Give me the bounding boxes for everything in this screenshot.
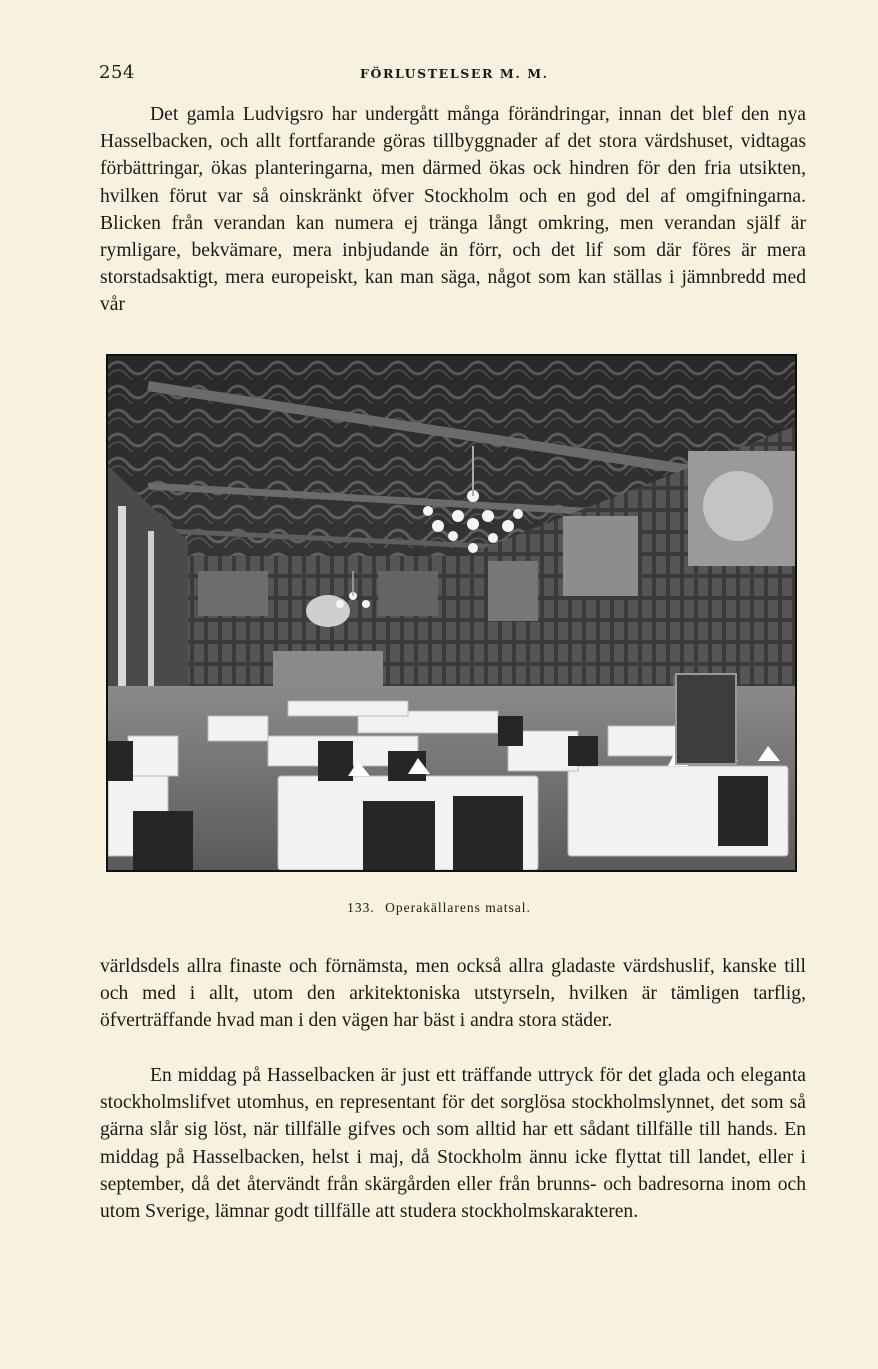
figure-caption <box>0 900 878 916</box>
running-head: FÖRLUSTELSER M. M. <box>360 66 549 81</box>
figure-caption-text: Operakällarens matsal. <box>385 900 531 915</box>
paragraph-continued: världsdels allra finaste och förnämsta, men också allra gladaste värdshuslif, kanske till och med i allt, utom den arkitektoniska utstyrseln, hvilken är tämligen tarflig, öfverträffande hvad man i den vägen har bäst i andra stora städer. <box>100 956 806 1032</box>
dining-hall-illustration <box>108 356 795 870</box>
page-number: 254 <box>99 62 135 83</box>
dining-hall-photograph <box>106 354 797 872</box>
paragraph-intro: Det gamla Ludvigsro har undergått många förändringar, innan det blef den nya Hasselbacken, och allt fortfarande göras tillbyggnader af det stora värdshuset, vidtagas förbättringar, ökas planteringarna, men därmed ökas ock hindren för den fria utsikten, hvilken förut var så oinskränkt öfver Stockholm och en god del af omgifningarna. Blicken från verandan kan numera ej tränga långt omkring, men verandan själf är rymligare, bekvämare, mera inbjudande än förr, och det lif som där föres är mera storstadsaktigt, mera europeiskt, kan man säga, något som kan ställas i jämnbredd med vår <box>100 104 806 316</box>
figure-number: 133. <box>347 900 375 915</box>
paragraph-hasselbacken: En middag på Hasselbacken är just ett träffande uttryck för det glada och eleganta stockholmslifvet utomhus, en representant för det sorglösa stockholmslynnet, det som så gärna slår sig löst, när tillfälle gifves och som alltid har ett sådant tillfälle till hands. En middag på Hasselbacken, helst i maj, då Stockholm ännu icke flyttat till landet, eller i september, då det återvändt från skärgården eller från brunns- och badresorna inom och utom Sverige, lämnar godt tillfälle att studera stockholmskarakteren. <box>100 1065 806 1223</box>
